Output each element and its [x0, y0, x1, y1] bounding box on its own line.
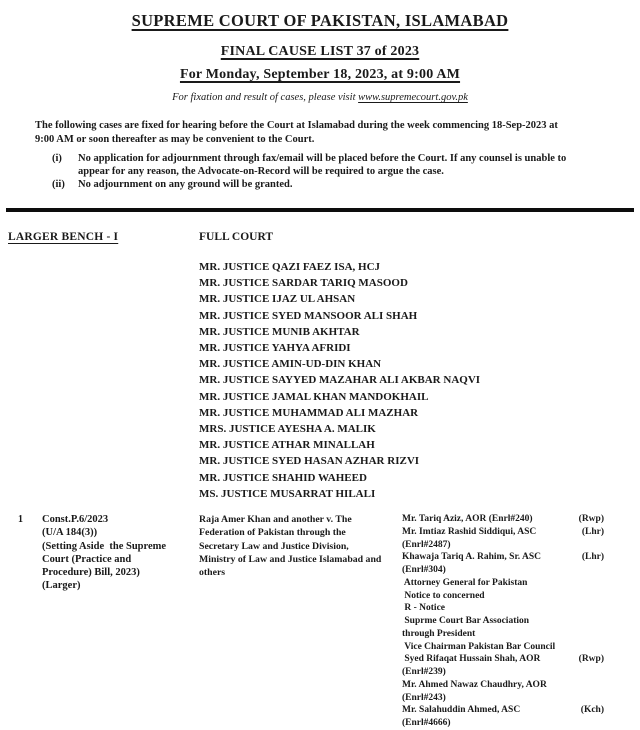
- justice-name: MR. JUSTICE JAMAL KHAN MANDOKHAIL: [199, 390, 429, 403]
- counsel-name: (Enrl#304): [402, 565, 446, 575]
- justice-name: MS. JUSTICE MUSARRAT HILALI: [199, 487, 376, 500]
- notice-item-text: No adjournment on any ground will be granted.: [78, 179, 293, 190]
- counsel-name: Mr. Tariq Aziz, AOR (Enrl#240): [402, 514, 533, 524]
- justice-name: MR. JUSTICE QAZI FAEZ ISA, HCJ: [199, 261, 381, 273]
- counsel-line: [402, 564, 604, 577]
- justice-name: MR. JUSTICE SAYYED MAZAHAR ALI AKBAR NAQVI: [199, 374, 481, 387]
- fixation-note: [0, 92, 640, 103]
- counsel-line: [402, 641, 604, 654]
- counsel-line: [402, 539, 604, 552]
- counsel-line: [402, 653, 604, 666]
- counsel-name: R - Notice: [402, 603, 445, 614]
- counsel-name: Notice to concerned: [402, 590, 485, 601]
- notice-items: [52, 152, 624, 191]
- counsel-line: [402, 704, 604, 717]
- counsel-line: [402, 666, 604, 679]
- notice-item-marker: (i): [52, 153, 62, 164]
- justice-name: MR. JUSTICE AMIN-UD-DIN KHAN: [199, 358, 382, 371]
- justice-name: MR. JUSTICE SARDAR TARIQ MASOOD: [199, 277, 408, 290]
- bench-name-text: LARGER BENCH - I: [8, 231, 119, 243]
- justices-list: [199, 259, 480, 502]
- justice-name: MR. JUSTICE ATHAR MINALLAH: [199, 439, 375, 452]
- counsel-line: [402, 577, 604, 590]
- bench-composition: FULL COURT: [199, 231, 274, 243]
- counsel-location: (Lhr): [581, 552, 604, 563]
- counsel-line: [402, 526, 604, 539]
- counsel-line: [402, 602, 604, 615]
- justice-name: MR. JUSTICE SYED MANSOOR ALI SHAH: [199, 309, 418, 322]
- page-title: [0, 11, 640, 31]
- case-number: 1: [18, 514, 23, 525]
- notice-item: [52, 178, 624, 191]
- hearing-datetime: [0, 67, 640, 83]
- counsel-name: through President: [402, 628, 476, 639]
- case-parties: Raja Amer Khan and another v. The Federation of Pakistan through the Secretary Law and Justice Division, Ministry of Law and Justice Islamabad and others: [199, 514, 382, 579]
- counsel-name: Vice Chairman Pakistan Bar Council: [402, 641, 556, 652]
- section-divider: [6, 208, 634, 212]
- case-details: Const.P.6/2023 (U/A 184(3)) (Setting Aside the Supreme Court (Practice and Procedure) Bill, 2023) (Larger): [42, 514, 167, 592]
- counsel-name: Mr. Imtiaz Rashid Siddiqui, ASC: [402, 526, 537, 537]
- fixation-note-text: For fixation and result of cases, please visit: [172, 92, 359, 103]
- counsel-name: Suprme Court Bar Association: [402, 616, 530, 626]
- counsel-line: [402, 590, 604, 603]
- counsel-name: (Enrl#4666): [402, 718, 451, 728]
- counsel-name: Syed Rifaqat Hussain Shah, AOR: [402, 654, 541, 665]
- justice-name: MR. JUSTICE SHAHID WAHEED: [199, 471, 367, 484]
- counsel-name: Mr. Ahmed Nawaz Chaudhry, AOR: [402, 679, 547, 690]
- counsel-name: (Enrl#239): [402, 667, 446, 677]
- cause-list-number: [0, 44, 640, 60]
- notice-item-text: No application for adjournment through fax/email will be placed before the Court. If any counsel is unable to appear for any reason, the Advocate-on-Record will be required to argue the case.: [78, 153, 567, 177]
- case-counsel: [402, 513, 604, 730]
- counsel-line: [402, 551, 604, 564]
- justice-name: MR. JUSTICE MUNIB AKHTAR: [199, 325, 360, 338]
- cause-list-number-text: FINAL CAUSE LIST 37 of 2023: [220, 44, 420, 59]
- counsel-line: [402, 692, 604, 705]
- hearing-datetime-text: For Monday, September 18, 2023, at 9:00 AM: [179, 67, 461, 82]
- counsel-name: Attorney General for Pakistan: [402, 577, 528, 588]
- justice-name: MR. JUSTICE YAHYA AFRIDI: [199, 342, 351, 355]
- counsel-line: [402, 615, 604, 628]
- page-title-text: SUPREME COURT OF PAKISTAN, ISLAMABAD: [131, 11, 509, 30]
- counsel-name: (Enrl#243): [402, 692, 446, 703]
- counsel-name: Khawaja Tariq A. Rahim, Sr. ASC: [402, 552, 542, 563]
- notice-intro: The following cases are fixed for hearing before the Court at Islamabad during the week commencing 18-Sep-2023 at 9:00 AM or soon thereafter as may be convenient to the Court.: [35, 120, 558, 145]
- counsel-location: (Rwp): [578, 514, 604, 524]
- supreme-court-url-link[interactable]: www.supremecourt.gov.pk: [358, 92, 468, 103]
- counsel-name: (Enrl#2487): [402, 539, 451, 550]
- notice-item-marker: (ii): [52, 179, 65, 190]
- counsel-location: (Lhr): [581, 526, 604, 537]
- notice-item: [52, 152, 624, 178]
- counsel-name: Mr. Salahuddin Ahmed, ASC: [402, 705, 521, 716]
- justice-name: MR. JUSTICE SYED HASAN AZHAR RIZVI: [199, 455, 420, 468]
- bench-name: [8, 231, 118, 243]
- counsel-line: [402, 717, 604, 730]
- counsel-line: [402, 679, 604, 692]
- counsel-line: [402, 513, 604, 526]
- justice-name: MRS. JUSTICE AYESHA A. MALIK: [199, 423, 376, 436]
- counsel-line: [402, 628, 604, 641]
- counsel-location: (Rwp): [578, 654, 604, 665]
- justice-name: MR. JUSTICE IJAZ UL AHSAN: [199, 293, 356, 306]
- justice-name: MR. JUSTICE MUHAMMAD ALI MAZHAR: [199, 406, 419, 419]
- counsel-location: (Kch): [580, 705, 604, 716]
